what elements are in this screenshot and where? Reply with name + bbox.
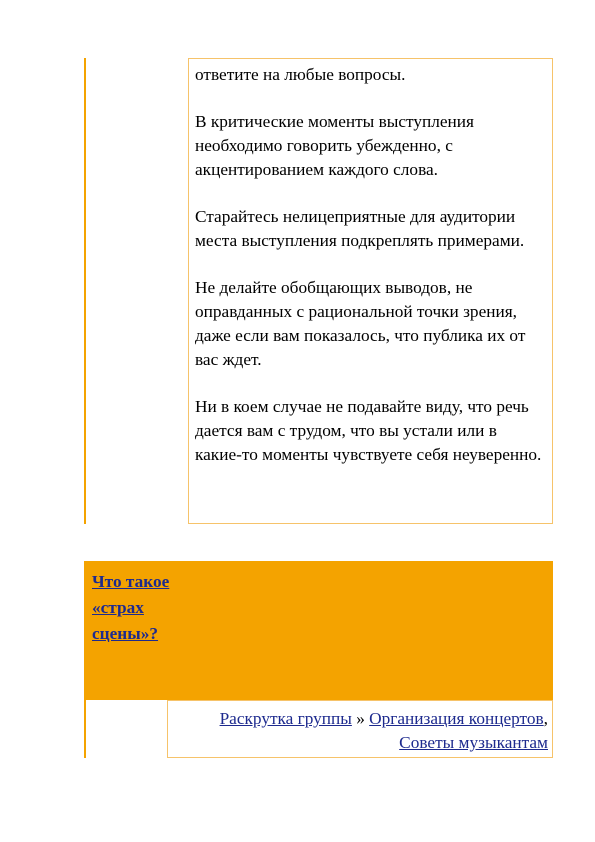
breadcrumb-comma: , <box>543 709 548 728</box>
advice-text-box <box>188 58 553 524</box>
sidebar-orange-band <box>84 561 553 700</box>
paragraph-1: ответите на любые вопросы. <box>195 65 406 84</box>
stage-fright-link[interactable]: Что такое «страх сцены»? <box>92 572 170 643</box>
paragraph-2: В критические моменты выступления необходимо говорить убежденно, с акцентированием каждого слова. <box>195 112 475 179</box>
paragraph-5: Ни в коем случае не подавайте виду, что речь дается вам с трудом, что вы устали или в какие-то моменты чувствуете себя неуверенно. <box>195 397 542 464</box>
left-accent-rule <box>84 58 86 524</box>
breadcrumb-separator: » <box>351 709 370 728</box>
paragraph-4: Не делайте обобщающих выводов, не оправданных с рациональной точки зрения, даже если вам показалось, что публика их от вас ждет. <box>195 278 526 369</box>
paragraph-3: Старайтесь нелицеприятные для аудитории места выступления подкреплять примерами. <box>195 207 525 250</box>
breadcrumb <box>167 700 553 758</box>
nav-left-rule <box>84 700 86 758</box>
breadcrumb-link-tips[interactable]: Советы музыкантам <box>399 733 548 752</box>
breadcrumb-link-concerts[interactable]: Организация концертов <box>369 709 544 728</box>
breadcrumb-link-promotion[interactable]: Раскрутка группы <box>219 709 352 728</box>
